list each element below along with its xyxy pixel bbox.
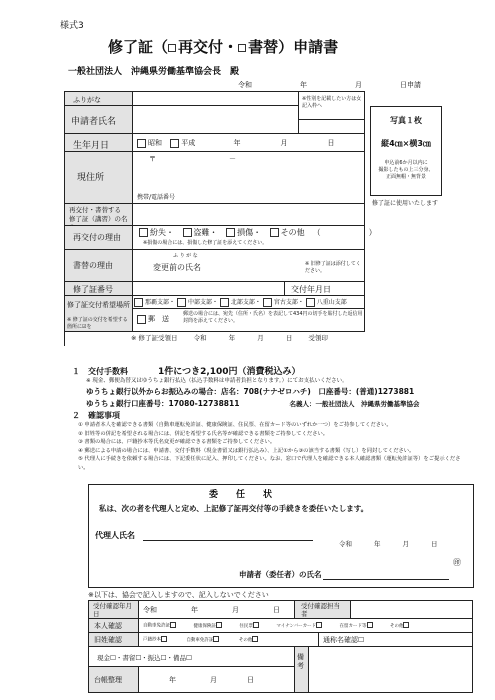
reason-stolen-checkbox[interactable] (183, 228, 192, 237)
fee-note: ※ 現金、郵便為替又はゆうちょ銀行払込（払込手数料は申請者負担となります。）にてお支払いください。 (86, 378, 348, 384)
photo-box[interactable]: 写真１枚 縦4㎝×横3㎝ 申込前6か月以内に 撮影したもの上三分身、 正面無帽・無背景 (370, 106, 442, 196)
ledger-field: 年 月 日 (139, 667, 295, 693)
proxy-title: 委 任 状 (209, 490, 273, 500)
place-yaeyama-checkbox[interactable] (306, 298, 315, 307)
address-label: 現住所 (65, 152, 133, 204)
title-main: 修了証 (108, 38, 154, 56)
form-number: 様式3 (60, 21, 84, 31)
place-miyako-checkbox[interactable] (263, 298, 272, 307)
seal-mark: ㊞ (453, 558, 461, 567)
proxy-date: 令和 年 月 日 (339, 540, 438, 548)
confirmation-list (78, 421, 470, 473)
applicant-table (64, 91, 377, 346)
course-field[interactable] (133, 204, 365, 226)
date-line: 令和 年 月 日申請 (238, 81, 421, 89)
confirmation-item: ③ 書類の場合には、戸籍抄本等氏名変更が確認できる書類をご持参してください。 (78, 439, 276, 446)
proxy-statement: 私は、次の者を代理人と定め、上記修了証再交付等の手続きを委任いたします。 (99, 504, 369, 513)
confirmation-item: ⑤ 代理人に手続きを依頼する場合には、下記委任状に記入、押印してください。なお、窓口で代理人を確認できる本人確認書類（運転免許証等）をご提示ください。 (78, 456, 461, 471)
rewrite-checkbox[interactable] (238, 44, 246, 52)
identity-options: 自動車免許証 健康保険証 住民票 マイナンバーカード 在留カード等 その他 (139, 619, 473, 633)
page-title: 修了証（ 再交付・ 書替）申請書 (108, 38, 339, 56)
furigana-label: ふりがな (65, 92, 133, 106)
reissue-checkbox[interactable] (168, 44, 176, 52)
birth-label: 生年月日 (65, 134, 133, 152)
addressee: 一般社団法人 沖縄県労働基準協会長 殿 (68, 67, 240, 77)
fee-heading: １ 交付手数料 1件につき2,100円（消費税込み） (72, 367, 301, 377)
receipt-line: ※ 修了証受領日 令和 年 月 日 受領印 (131, 334, 328, 342)
name-field[interactable] (133, 106, 299, 134)
confirmation-item: ④ 郵送による申請の場合には、申請書、交付手数料（現金書留又は銀行払込み）、上記①から③の該当する書類（写し）を同封してください。 (78, 447, 415, 454)
receipt-date-label: 受付確認年月日 (89, 601, 139, 619)
cert-no-field[interactable] (133, 282, 285, 296)
reason-label: 再交付の理由 (65, 226, 133, 250)
phone-label: 携帯/電話番号 (137, 194, 176, 201)
staff-field (351, 601, 473, 619)
signature-label: 申請者（委任者）の氏名 (239, 570, 322, 579)
oldname-label: 旧姓確認 (89, 633, 139, 647)
oldname-options: 戸籍抄本 自動車免許証 その他 (139, 633, 319, 647)
staff-label: 受付確認担当者 (295, 601, 351, 619)
notice-label: 通称名確認☐ (319, 633, 473, 647)
rewrite-label: 書替の理由 (65, 250, 133, 282)
gender-box[interactable]: ※性別を記載したい方は女記入枠へ (299, 92, 365, 120)
bank-line-2: ゆうちょ銀行口座番号：17080-12738811 名義人：一般社団法人 沖縄県労働基準協会 (86, 399, 420, 408)
mail-checkbox[interactable] (137, 315, 146, 324)
reason-other-checkbox[interactable] (270, 228, 279, 237)
place-label: 修了証交付希望場所 ※ 修了証の交付を希望する箇所に☑を (65, 296, 133, 332)
rewrite-field[interactable]: ふ り が な 変更前の氏名 ※ 旧修了証は添付してください。 (133, 250, 365, 282)
signature-line[interactable] (323, 579, 449, 580)
proxy-box (88, 484, 474, 588)
title-reissue: 再交付 (178, 38, 224, 56)
confirmation-item: ② 旧姓等の併記を希望される場合には、併記を希望する氏名等が確認できる書類をご持参してください。 (78, 430, 329, 437)
place-field[interactable]: 那覇支部・ 中部支部・ 北部支部・ 宮古支部・ 八重山支部 郵 送 郵送の場合には、宛先（住所・氏名）を表記して434円の切手を貼付した返信用封筒を添えてください。 (133, 296, 365, 332)
reason-damaged-checkbox[interactable] (226, 228, 235, 237)
address-field[interactable]: 〒 － 携帯/電話番号 (133, 152, 365, 204)
furigana-field[interactable] (133, 92, 299, 106)
confirmation-item: ① 申請者本人を確認できる書類（自動車運転免許証、健康保険証、住民票、在留カード等のいずれか一つ）をご持参してください。 (78, 422, 392, 428)
identity-label: 本人確認 (89, 619, 139, 633)
office-header: ※以下は、協会で記入しますので、記入しないでください (88, 591, 269, 599)
receipt-date-field: 令和 年 月 日 (139, 601, 295, 619)
remarks-label: 備考 (295, 647, 309, 693)
heisei-checkbox[interactable] (170, 139, 179, 148)
completion-date-label: 交付年月日 (285, 282, 365, 296)
remarks-field (309, 647, 473, 693)
title-rewrite: 書替 (248, 38, 279, 56)
course-label: 再交付・書替する 修了証（講習）の名 (65, 204, 133, 226)
place-hokubu-checkbox[interactable] (220, 298, 229, 307)
cert-no-label: 修了証番号 (65, 282, 133, 296)
title-suffix: 申請書 (293, 38, 339, 56)
ledger-label: 台帳整理 (89, 667, 139, 693)
reason-lost-checkbox[interactable] (139, 228, 148, 237)
photo-caption: 修了証に使用いたします (372, 200, 439, 207)
payment-options: 現金☐・書留☐・振込☐・備品☐ (89, 647, 295, 667)
confirmation-heading: ２ 確認事項 (72, 411, 120, 420)
reason-field[interactable]: 紛失・ 盗難・ 損傷・ その他 （ ） ※損傷の場合には、損傷した修了証を添えてください。 (133, 226, 365, 250)
office-table (88, 600, 473, 693)
place-naha-checkbox[interactable] (134, 298, 143, 307)
name-label: 申請者氏名 (65, 106, 133, 134)
showa-checkbox[interactable] (137, 139, 146, 148)
bank-line-1: ゆうちょ銀行以外からお振込みの場合：店名：708(ナナゼロハチ) 口座番号：(普通)1273881 (86, 387, 415, 396)
gender-sub-box (299, 120, 365, 134)
agent-name-line[interactable] (143, 540, 313, 541)
birth-field[interactable]: 昭和 平成 年 月 日 (133, 134, 365, 152)
place-chubu-checkbox[interactable] (177, 298, 186, 307)
agent-label: 代理人氏名 (95, 531, 135, 540)
